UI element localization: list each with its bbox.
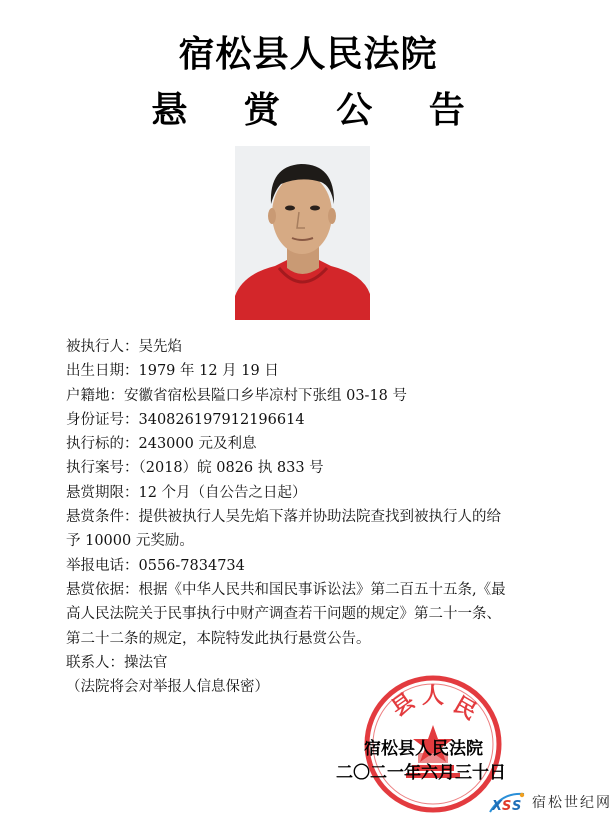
field-executed-person: 被执行人：吴先焰 — [66, 339, 182, 355]
reward-conditions-continued: 予 10000 元奖励。 — [66, 533, 194, 550]
svg-text:S: S — [512, 799, 522, 814]
notice-title: 悬 赏 公 告 — [151, 90, 487, 131]
field-birth-date: 出生日期：1979 年 12 月 19 日 — [66, 363, 279, 380]
svg-text:X: X — [492, 799, 503, 814]
field-reward-conditions: 悬赏条件：提供被执行人吴先焰下落并协助法院查找到被执行人的给 — [66, 509, 501, 526]
svg-text:人: 人 — [422, 684, 445, 709]
svg-text:S: S — [502, 799, 512, 814]
field-execution-target: 执行标的：243000 元及利息 — [66, 436, 257, 453]
field-reward-period: 悬赏期限：12 个月（自公告之日起） — [66, 484, 307, 501]
site-name: 宿松世纪网 — [532, 795, 612, 811]
site-logo-icon — [488, 790, 526, 814]
site-watermark — [488, 790, 612, 814]
court-name-heading: 宿松县人民法院 — [178, 34, 438, 75]
reward-basis-line-3: 第二十二条的规定，本院特发此执行悬赏公告。 — [66, 630, 371, 647]
field-reward-basis: 悬赏依据：根据《中华人民共和国民事诉讼法》第二百五十五条,《最 — [66, 581, 506, 598]
svg-text:县: 县 — [387, 688, 420, 722]
field-domicile: 户籍地：安徽省宿松县隘口乡毕凉村下张组 03-18 号 — [66, 387, 408, 404]
person-photo — [235, 146, 370, 320]
field-contact: 联系人：操法官 — [66, 654, 168, 671]
privacy-note: （法院将会对举报人信息保密） — [66, 679, 269, 696]
field-report-phone: 举报电话：0556-7834734 — [66, 557, 245, 574]
field-case-number: 执行案号：（2018）皖 0826 执 833 号 — [66, 460, 324, 477]
signature-court-name: 宿松县人民法院 — [364, 739, 483, 759]
svg-text:民: 民 — [449, 692, 481, 726]
reward-basis-line-2: 高人民法院关于民事执行中财产调查若干问题的规定》第二十一条、 — [66, 606, 501, 623]
person-portrait-image — [235, 146, 370, 320]
signature-date: 二〇二一年六月三十日 — [336, 763, 506, 783]
notice-body — [66, 335, 556, 699]
field-id-number: 身份证号：340826197912196614 — [66, 411, 305, 428]
